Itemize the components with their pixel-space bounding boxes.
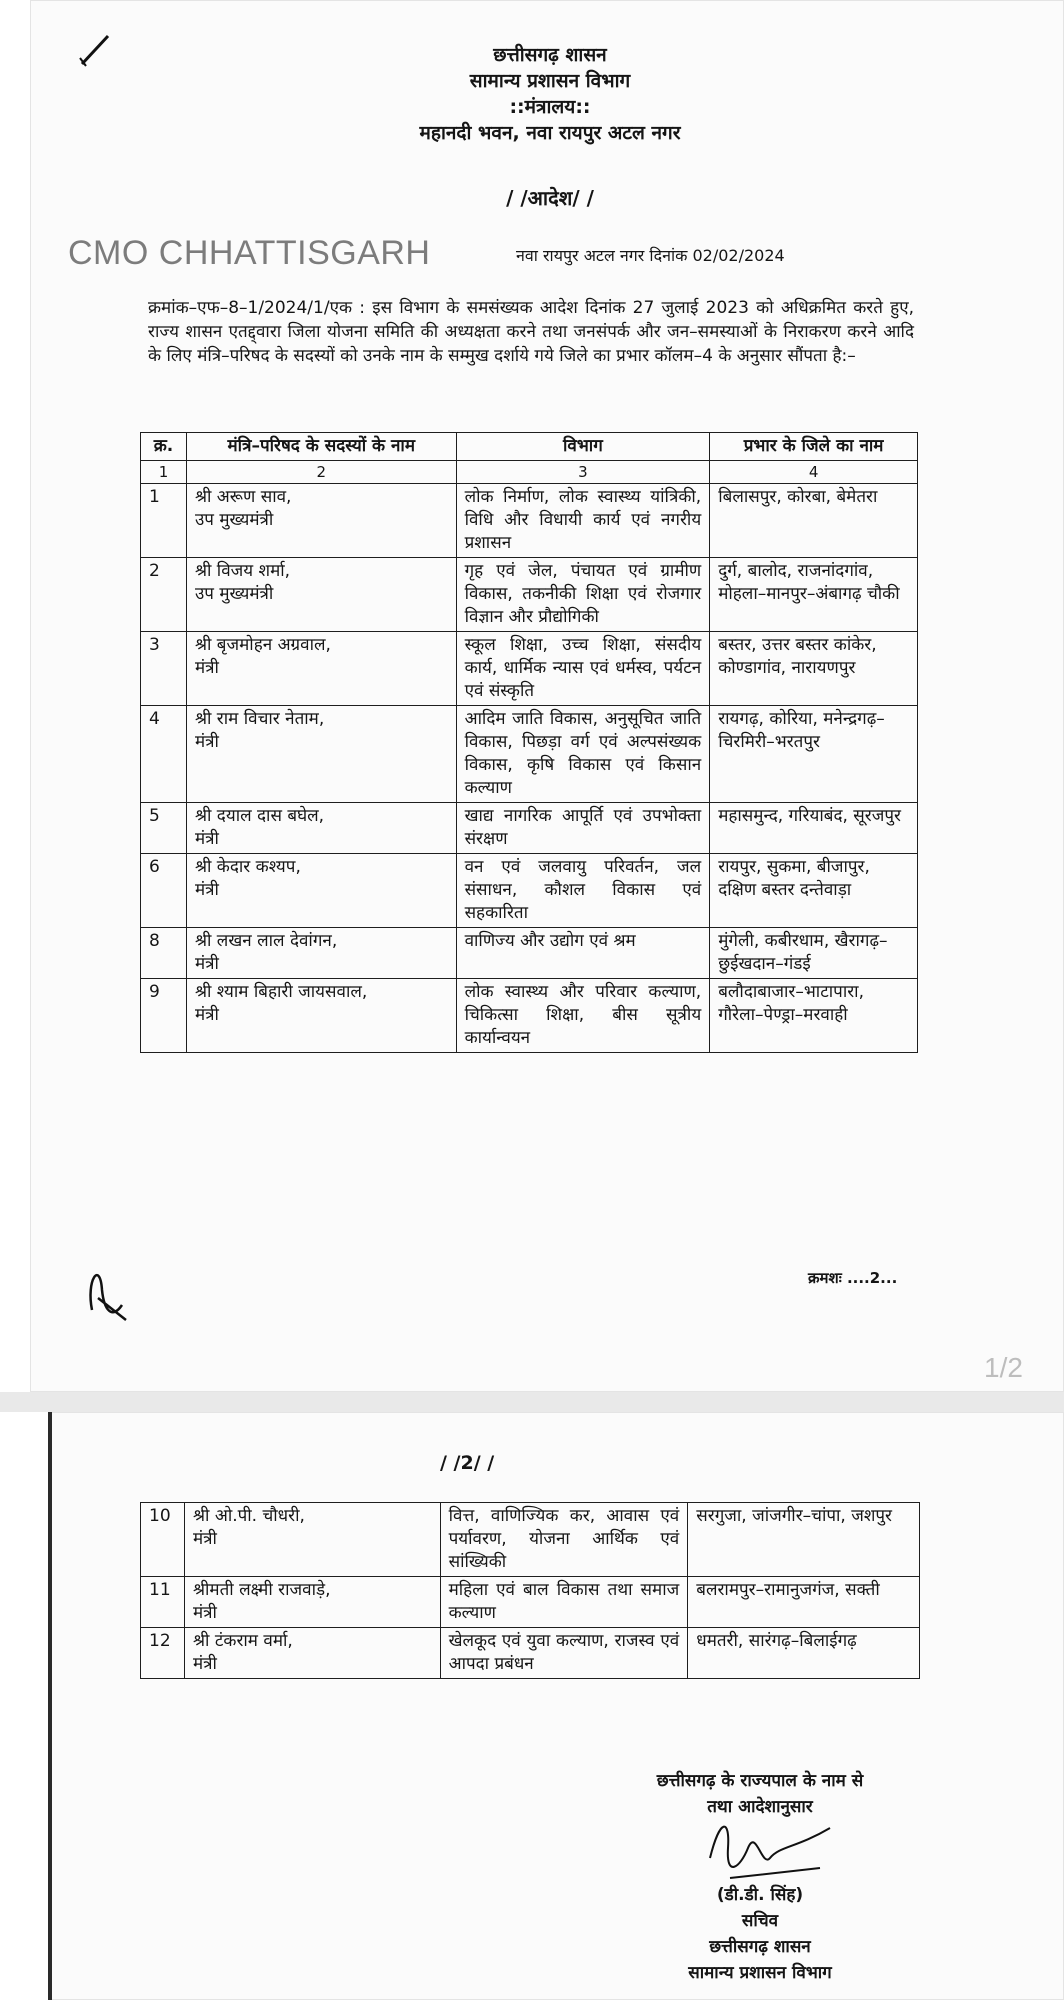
serial-cell: 6 xyxy=(141,854,187,928)
closing-line-1: छत्तीसगढ़ के राज्यपाल के नाम से xyxy=(656,1771,864,1791)
table-row xyxy=(141,706,918,803)
member-title: मंत्री xyxy=(194,829,219,849)
member-cell xyxy=(186,854,456,928)
column-number: 4 xyxy=(710,461,918,484)
column-number: 2 xyxy=(186,461,456,484)
member-name: श्री विजय शर्मा, xyxy=(194,561,291,581)
table-row xyxy=(141,1577,920,1628)
department-cell: वाणिज्य और उद्योग एवं श्रम xyxy=(456,928,710,979)
initials-signature xyxy=(82,1250,132,1330)
department-cell: वन एवं जलवायु परिवर्तन, जल संसाधन, कौशल विकास एवं सहकारिता xyxy=(456,854,710,928)
serial-cell: 11 xyxy=(141,1577,185,1628)
serial-cell: 12 xyxy=(141,1628,185,1679)
page-indicator: 1/2 xyxy=(984,1352,1023,1383)
member-title: मंत्री xyxy=(194,880,219,900)
district-cell: मुंगेली, कबीरधाम, खैरागढ़–छुईखदान–गंडई xyxy=(710,928,918,979)
department-cell: वित्त, वाणिज्यिक कर, आवास एवं पर्यावरण, योजना आर्थिक एवं सांख्यिकी xyxy=(440,1503,688,1577)
district-cell: बस्तर, उत्तर बस्तर कांकेर, कोण्डागांव, नारायणपुर xyxy=(710,632,918,706)
department-cell: आदिम जाति विकास, अनुसूचित जाति विकास, पिछड़ा वर्ग एवं अल्पसंख्यक विकास, कृषि विकास एवं किसान कल्याण xyxy=(456,706,710,803)
document-page-2 xyxy=(48,1412,1064,2000)
column-number: 3 xyxy=(456,461,710,484)
member-name: श्री बृजमोहन अग्रवाल, xyxy=(194,635,331,655)
district-cell: रायपुर, सुकमा, बीजापुर, दक्षिण बस्तर दन्तेवाड़ा xyxy=(710,854,918,928)
member-title: मंत्री xyxy=(194,732,219,752)
signatory-designation: सचिव xyxy=(741,1911,779,1931)
serial-cell: 1 xyxy=(141,484,187,558)
member-cell xyxy=(186,706,456,803)
order-body-paragraph: क्रमांक–एफ–8–1/2024/1/एक : इस विभाग के समसंख्यक आदेश दिनांक 27 जुलाई 2023 को अधिक्रमित करते हुए, राज्य शासन एतद्द्वारा जिला योजना समिति की अध्यक्षता करने तथा जनसंपर्क और जन–समस्याओं के निराकरण करने आदि के लिए मंत्रि–परिषद के सदस्यों को उनके नाम के सम्मुख दर्शाये गये जिले का प्रभार कॉलम–4 के अनुसार सौंपता है:– xyxy=(148,298,914,366)
department-cell: गृह एवं जेल, पंचायत एवं ग्रामीण विकास, तकनीकी शिक्षा एवं रोजगार विज्ञान और प्रौद्योगिकी xyxy=(456,558,710,632)
table-row xyxy=(141,928,918,979)
letterhead xyxy=(300,42,800,146)
district-cell: धमतरी, सारंगढ़–बिलाईगढ़ xyxy=(688,1628,920,1679)
department-name: सामान्य प्रशासन विभाग xyxy=(469,70,631,92)
table-header-row xyxy=(141,433,918,461)
serial-cell: 4 xyxy=(141,706,187,803)
ministry-label: ::मंत्रालय:: xyxy=(509,96,591,118)
signatory-block xyxy=(610,1882,910,1986)
table-row xyxy=(141,484,918,558)
member-cell xyxy=(184,1628,440,1679)
member-title: उप मुख्यमंत्री xyxy=(194,510,274,530)
page2-heading: / /2/ / xyxy=(440,1452,495,1474)
department-cell: लोक निर्माण, लोक स्वास्थ्य यांत्रिकी, विधि और विधायी कार्य एवं नगरीय प्रशासन xyxy=(456,484,710,558)
member-name: श्रीमती लक्ष्मी राजवाड़े, xyxy=(192,1580,331,1600)
department-cell: खाद्य नागरिक आपूर्ति एवं उपभोक्ता संरक्षण xyxy=(456,803,710,854)
header-member-name: मंत्रि–परिषद के सदस्यों के नाम xyxy=(186,433,456,461)
department-cell: खेलकूद एवं युवा कल्याण, राजस्व एवं आपदा प्रबंधन xyxy=(440,1628,688,1679)
member-cell xyxy=(186,632,456,706)
member-name: श्री श्याम बिहारी जायसवाल, xyxy=(194,982,368,1002)
district-cell: महासमुन्द, गरियाबंद, सूरजपुर xyxy=(710,803,918,854)
district-cell: सरगुजा, जांजगीर–चांपा, जशपुर xyxy=(688,1503,920,1577)
member-cell xyxy=(186,558,456,632)
member-title: मंत्री xyxy=(192,1529,217,1549)
table-row xyxy=(141,1503,920,1577)
continued-note: क्रमशः ....2... xyxy=(808,1269,898,1287)
serial-cell: 9 xyxy=(141,979,187,1053)
serial-cell: 10 xyxy=(141,1503,185,1577)
ministers-table-page2 xyxy=(140,1502,920,1679)
member-name: श्री ओ.पी. चौधरी, xyxy=(192,1506,305,1526)
table-row xyxy=(141,632,918,706)
column-number: 1 xyxy=(141,461,187,484)
serial-cell: 2 xyxy=(141,558,187,632)
header-serial: क्र. xyxy=(141,433,187,461)
member-title: मंत्री xyxy=(194,954,219,974)
member-name: श्री टंकराम वर्मा, xyxy=(192,1631,293,1651)
table-row xyxy=(141,1628,920,1679)
header-district: प्रभार के जिले का नाम xyxy=(710,433,918,461)
table-row xyxy=(141,979,918,1053)
table-row xyxy=(141,854,918,928)
member-cell xyxy=(184,1503,440,1577)
district-cell: बिलासपुर, कोरबा, बेमेतरा xyxy=(710,484,918,558)
header-department: विभाग xyxy=(456,433,710,461)
member-name: श्री लखन लाल देवांगन, xyxy=(194,931,338,951)
district-cell: रायगढ़, कोरिया, मनेन्द्रगढ़–चिरमिरी–भरतपुर xyxy=(710,706,918,803)
signatory-government: छत्तीसगढ़ शासन xyxy=(709,1937,811,1957)
member-title: मंत्री xyxy=(192,1603,217,1623)
serial-cell: 3 xyxy=(141,632,187,706)
signatory-name: (डी.डी. सिंह) xyxy=(716,1885,804,1905)
tick-mark-icon xyxy=(78,30,114,70)
member-cell xyxy=(186,484,456,558)
watermark: CMO CHHATTISGARH xyxy=(68,234,431,272)
closing-line-2: तथा आदेशानुसार xyxy=(707,1797,813,1817)
serial-cell: 8 xyxy=(141,928,187,979)
district-cell: बलरामपुर–रामानुजगंज, सक्ती xyxy=(688,1577,920,1628)
member-name: श्री दयाल दास बघेल, xyxy=(194,806,325,826)
member-title: मंत्री xyxy=(194,658,219,678)
table-row xyxy=(141,558,918,632)
serial-cell: 5 xyxy=(141,803,187,854)
district-cell: दुर्ग, बालोद, राजनांदगांव, मोहला–मानपुर–अंबागढ़ चौकी xyxy=(710,558,918,632)
department-cell: महिला एवं बाल विकास तथा समाज कल्याण xyxy=(440,1577,688,1628)
order-title: / /आदेश/ / xyxy=(506,186,594,210)
government-name: छत्तीसगढ़ शासन xyxy=(493,44,607,66)
scan-edge xyxy=(48,1412,52,2000)
ministers-table-page1 xyxy=(140,432,918,1053)
member-cell xyxy=(184,1577,440,1628)
signatory-department: सामान्य प्रशासन विभाग xyxy=(688,1963,832,1983)
page-separator xyxy=(0,1392,1064,1412)
table-row xyxy=(141,803,918,854)
order-dateline: नवा रायपुर अटल नगर दिनांक 02/02/2024 xyxy=(516,246,785,265)
member-cell xyxy=(186,803,456,854)
department-cell: स्कूल शिक्षा, उच्च शिक्षा, संसदीय कार्य, धार्मिक न्यास एवं धर्मस्व, पर्यटन एवं संस्कृति xyxy=(456,632,710,706)
member-title: मंत्री xyxy=(192,1654,217,1674)
column-number-row xyxy=(141,461,918,484)
member-title: उप मुख्यमंत्री xyxy=(194,584,274,604)
member-name: श्री केदार कश्यप, xyxy=(194,857,301,877)
department-cell: लोक स्वास्थ्य और परिवार कल्याण, चिकित्सा शिक्षा, बीस सूत्रीय कार्यान्वयन xyxy=(456,979,710,1053)
member-name: श्री राम विचार नेताम, xyxy=(194,709,325,729)
office-address: महानदी भवन, नवा रायपुर अटल नगर xyxy=(419,122,681,144)
member-name: श्री अरूण साव, xyxy=(194,487,292,507)
member-cell xyxy=(186,928,456,979)
member-title: मंत्री xyxy=(194,1005,219,1025)
member-cell xyxy=(186,979,456,1053)
district-cell: बलौदाबाजार–भाटापारा, गौरेला–पेण्ड्रा–मरवाही xyxy=(710,979,918,1053)
